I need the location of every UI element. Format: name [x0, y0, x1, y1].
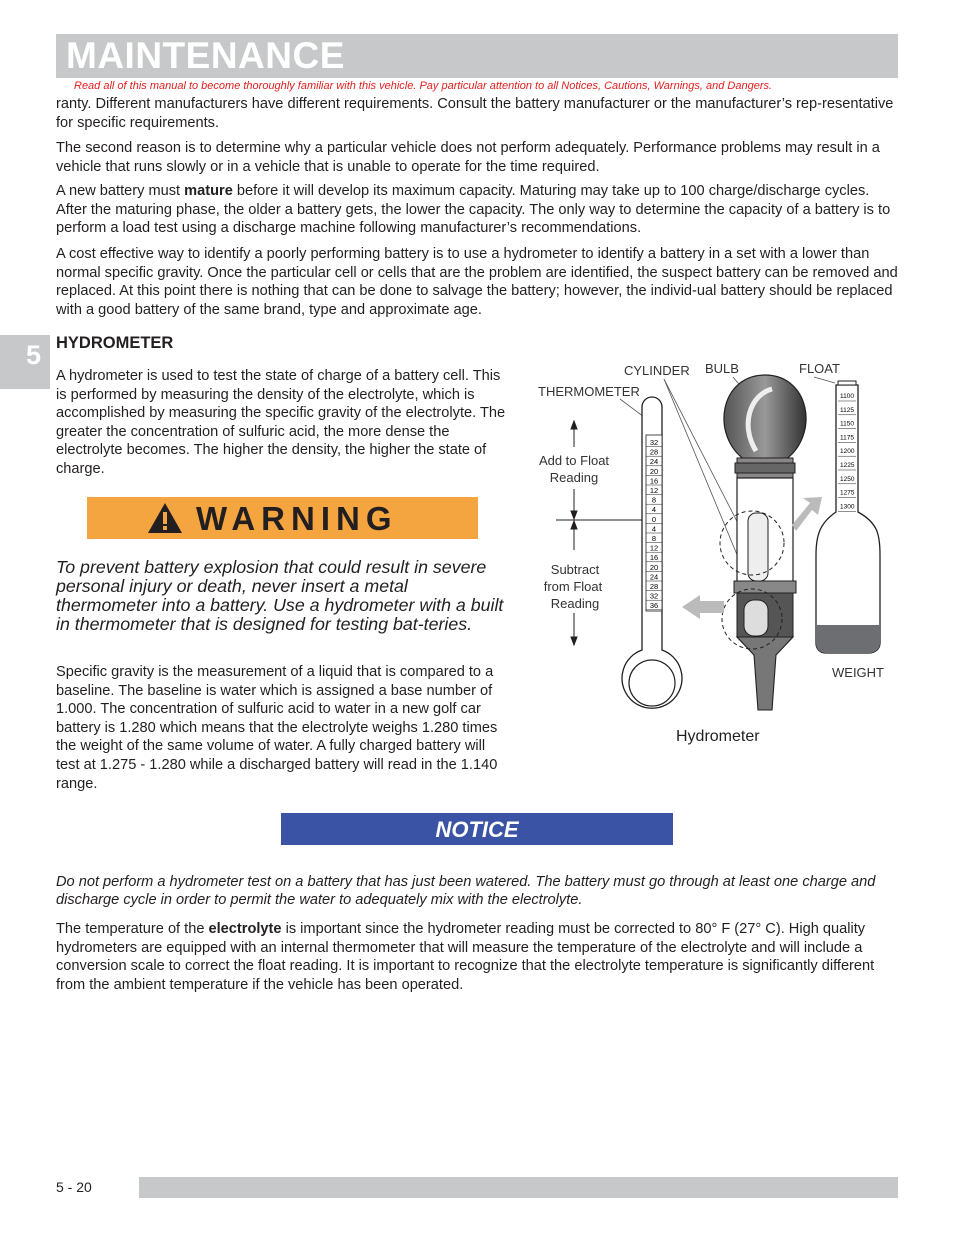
section-heading-hydrometer: HYDROMETER [56, 334, 174, 352]
thermometer-scale-label: 36 [649, 601, 659, 611]
thermometer-scale-label: 28 [649, 447, 659, 457]
label-add-2: Reading [549, 470, 599, 485]
thermometer-scale-label: 28 [649, 582, 659, 591]
section-tab-number: 5 [26, 340, 42, 370]
arrow-to-float-icon [792, 497, 822, 531]
thermometer-scale-label: 16 [649, 553, 659, 563]
text-run: The temperature of the [56, 921, 209, 937]
warning-triangle-icon [146, 501, 184, 535]
label-add-1: Add to Float [538, 453, 610, 468]
label-sub-1: Subtract [550, 562, 600, 577]
thermometer-scale-label: 4 [651, 505, 657, 515]
label-bulb: BULB [705, 361, 739, 376]
text-run: before it will develop its maximum capacity. Maturing may take up to 100 charge/discharge cycles. After the maturing phase, the older a battery gets, the lower the capacity. The only way to determine the capacity of a battery is to perform a load test using a discharge machine following manufacturer’s recommendations. [56, 183, 891, 236]
float-scale-label: 1200 [840, 448, 855, 456]
text-run: is important since the hydrometer reading must be corrected to 80° F (27° C). High quality hydrometers are equipped with an internal thermometer that will measure the temperature of the electrolyte and will include a conversion scale to correct the float reading. It is important to recognize that the electrolyte temperature is significantly different from the ambient temperature if the vehicle has been operated. [56, 921, 875, 993]
thermometer-scale-label: 12 [649, 543, 659, 553]
footer-bar [139, 1177, 898, 1198]
page-title: MAINTENANCE [66, 35, 345, 76]
thermometer-scale-label: 4 [651, 524, 657, 534]
thermometer-scale-label: 12 [649, 486, 659, 495]
thermometer-scale-label: 20 [649, 562, 659, 572]
specific-gravity-paragraph: Specific gravity is the measurement of a liquid that is compared to a baseline. The baseline is water which is assigned a base number of 1.000. The concentration of sulfuric acid to water in a new golf car battery is 1.280 which means that the electrolyte weighs 1.280 times the weight of the same volume of water. A fully charged battery will test at 1.275 - 1.280 while a discharged battery will read in the 1.140 range. [56, 664, 498, 792]
float-scale-label: 1250 [840, 475, 855, 483]
bold-term-mature: mature [184, 183, 233, 199]
paragraph-second-reason: The second reason is to determine why a particular vehicle does not perform adequately. Performance problems may result in a vehicle that runs slowly or in a vehicle that is unable to operate for the time required. [56, 140, 880, 175]
float-scale-label: 1125 [840, 406, 854, 414]
warning-label: WARNING [196, 500, 398, 537]
thermometer-scale-label: 16 [649, 476, 659, 486]
rubber-bulb [724, 375, 806, 460]
thermometer-scale-label: 24 [649, 457, 659, 467]
float-scale-label: 1100 [840, 393, 854, 400]
float-scale-label: 1275 [840, 489, 855, 497]
label-weight: WEIGHT [832, 665, 884, 680]
section-tab [0, 335, 50, 389]
figure-caption: Hydrometer [676, 728, 760, 745]
hydrometer-figure [530, 355, 900, 755]
thermometer-scale-label: 24 [649, 572, 659, 582]
paragraph-cost-effective: A cost effective way to identify a poorly performing battery is to use a hydrometer to identify a battery in a set with a lower than normal specific gravity. Once the particular cell or cells that are the problem are identified, the suspect battery can be removed and replaced. At this point there is nothing that can be done to salvage the battery; however, the individ-ual battery should be replaced with a good battery of the same brand, type and approximate age. [56, 246, 898, 318]
float-scale-label: 1300 [840, 503, 855, 511]
thermometer-scale-label: 0 [651, 514, 657, 524]
label-float: FLOAT [799, 361, 840, 376]
read-manual-note: Read all of this manual to become thoroughly familiar with this vehicle. Pay particular attention to all Notices, Cautions, Warnings, and Dangers. [74, 80, 773, 92]
thermometer-scale-label: 8 [651, 534, 657, 543]
thermometer-scale-label: 32 [649, 438, 659, 447]
notice-label: NOTICE [435, 817, 519, 842]
float-scale-label: 1150 [840, 420, 854, 428]
notice-text: Do not perform a hydrometer test on a battery that has just been watered. The battery must go through at least one charge and discharge cycle in order to permit the water to adequately mix with the electrolyte. [56, 874, 876, 909]
label-sub-2: from Float [543, 579, 603, 594]
text-run: A new battery must [56, 183, 185, 199]
float-scale-label: 1225 [840, 462, 855, 469]
warning-text: To prevent battery explosion that could result in severe personal injury or death, never insert a metal thermometer into a battery. Use a hydrometer with a built in thermometer that is designed for testing bat-teries. [56, 557, 504, 634]
paragraph-mature [56, 182, 901, 238]
paragraph-warranty: ranty. Different manufacturers have different requirements. Consult the battery manufacturer or the manufacturer’s rep-resentative for specific requirements. [56, 96, 894, 131]
rubber-tip [737, 637, 793, 710]
hydrometer-intro: A hydrometer is used to test the state of charge of a battery cell. This is performed by measuring the density of the electrolyte, which is accomplished by measuring the specific gravity of the electrolyte. The greater the concentration of sulfuric acid, the more dense the electrolyte becomes. The higher the density, the higher the state of charge. [56, 368, 506, 477]
label-thermometer: THERMOMETER [538, 384, 640, 399]
thermometer-scale-label: 20 [649, 466, 659, 476]
label-sub-3: Reading [550, 596, 600, 611]
page-number: 5 - 20 [56, 1179, 92, 1195]
thermometer-scale-label: 32 [649, 591, 659, 601]
arrow-to-thermometer-icon [682, 595, 724, 619]
label-cylinder: CYLINDER [624, 363, 690, 378]
thermometer-scale-label: 8 [651, 495, 657, 505]
electrolyte-paragraph [56, 920, 901, 994]
float-scale-label: 1175 [840, 434, 854, 442]
bold-term-electrolyte: electrolyte [208, 921, 282, 937]
